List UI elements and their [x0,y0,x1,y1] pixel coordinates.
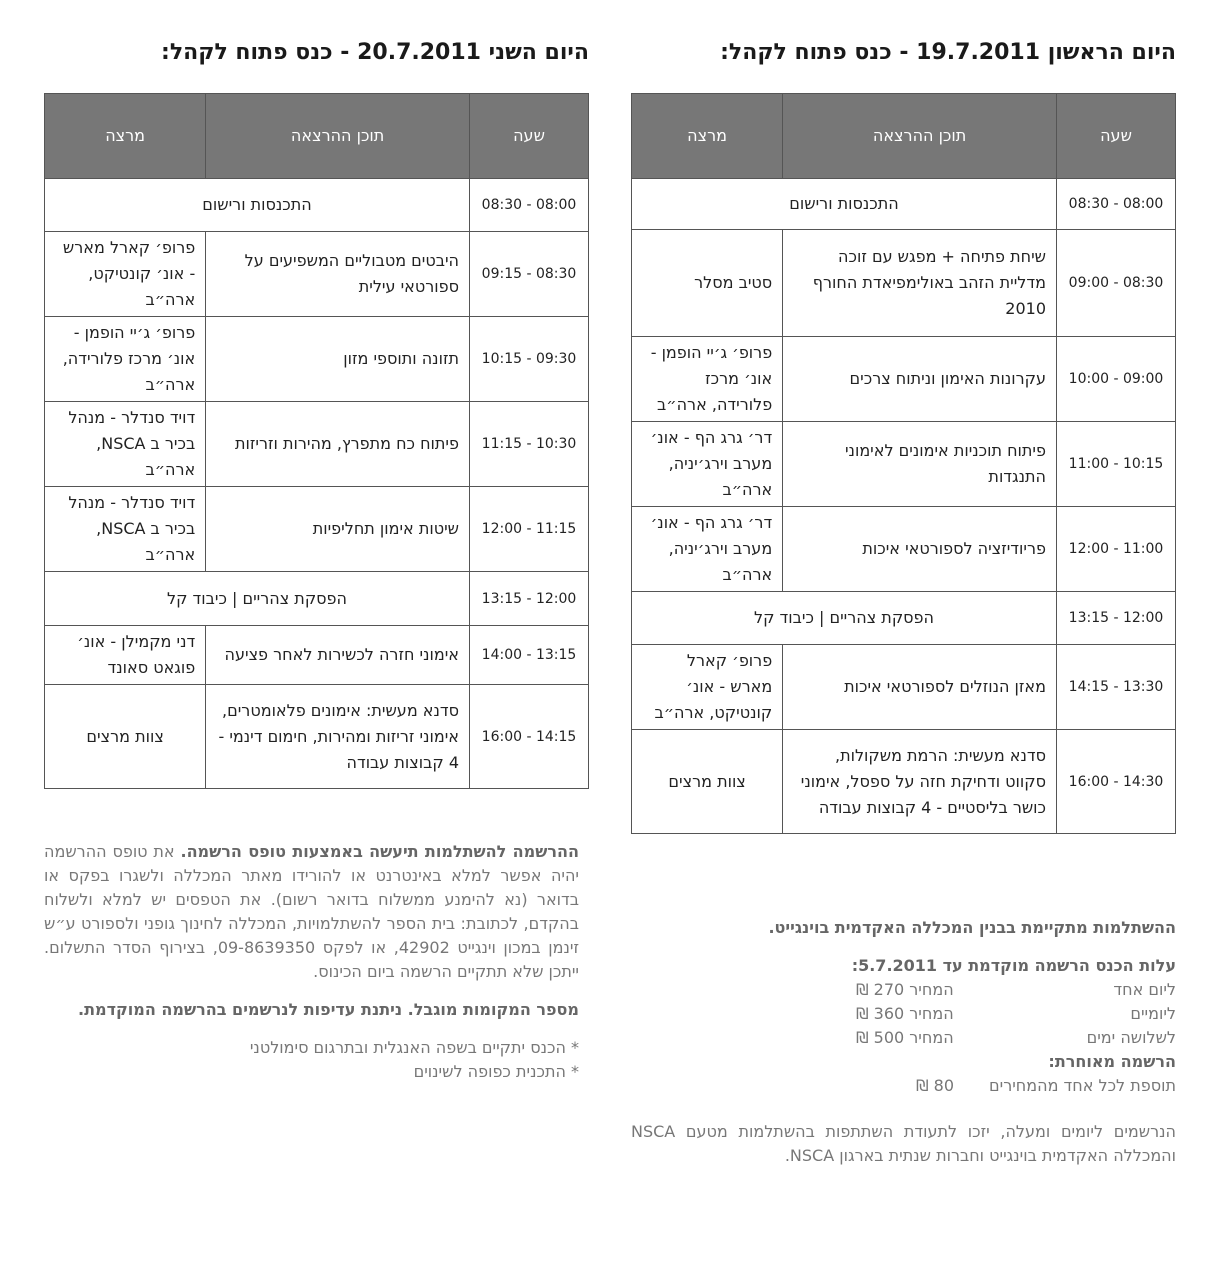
row-speaker: דויד סנדלר - מנהל בכיר ב NSCA, ארה״ב [45,487,206,572]
table-row [632,592,1176,645]
row-time: 13:30 - 14:15 [1057,645,1176,730]
table-row [632,230,1176,337]
day1-section [631,38,1176,834]
row-speaker: דויד סנדלר - מנהל בכיר ב NSCA, ארה״ב [45,402,206,487]
header-speaker: מרצה [45,94,206,179]
row-topic: עקרונות האימון וניתוח צרכים [783,337,1057,422]
row-topic: שיחת פתיחה + מפגש עם זוכה מדליית הזהב באולימפיאדת החורף 2010 [783,230,1057,337]
row-topic: מאזן הנוזלים לספורטאי איכות [783,645,1057,730]
row-speaker: פרופ׳ ג׳יי הופמן - אונ׳ מרכז פלורידה, ארה״ב [45,317,206,402]
late-price-label: תוספת לכל אחד מהמחירים [989,1076,1176,1095]
price-value: המחיר 500 ₪ [856,1028,954,1047]
table-row [45,402,589,487]
price-label: ליומיים [1130,1004,1176,1023]
table-row [632,422,1176,507]
day1-schedule-table [631,93,1176,834]
table-row [45,572,589,626]
table-row [632,645,1176,730]
costs-section [631,916,1176,1168]
price-row [856,1002,1176,1026]
row-speaker: סטיב מסלר [632,230,783,337]
table-row [45,232,589,317]
row-time: 11:00 - 12:00 [1057,507,1176,592]
day2-section [44,38,589,789]
row-time: 10:30 - 11:15 [470,402,589,487]
table-row [45,487,589,572]
table-header-row [632,94,1176,179]
day1-title: היום הראשון 19.7.2011 - כנס פתוח לקהל: [720,40,1176,65]
row-time: 11:15 - 12:00 [470,487,589,572]
price-row [856,1026,1176,1050]
row-time: 12:00 - 13:15 [1057,592,1176,645]
language-note: * הכנס יתקיים בשפה האנגלית ובתרגום סימולטני [249,1038,579,1057]
price-value: המחיר 270 ₪ [856,980,954,999]
late-registration-title: הרשמה מאוחרת: [1048,1052,1176,1071]
row-topic: אימוני חזרה לכשירות לאחר פציעה [206,626,470,685]
day2-schedule-table [44,93,589,789]
table-row [632,730,1176,834]
row-topic: פריודיזציה לספורטאי איכות [783,507,1057,592]
table-row [632,337,1176,422]
row-speaker: צוות מרצים [632,730,783,834]
row-time: 08:30 - 09:15 [470,232,589,317]
row-speaker: דר׳ גרג הף - אונ׳ מערב וירג׳יניה, ארה״ב [632,422,783,507]
location-note: ההשתלמות מתקיימת בבנין המכללה האקדמית בוינגייט. [768,918,1176,937]
row-topic: פיתוח כח מתפרץ, מהירות וזריזות [206,402,470,487]
row-topic: פיתוח תוכניות אימונים לאימוני התנגדות [783,422,1057,507]
row-time: 08:30 - 09:00 [1057,230,1176,337]
row-speaker: פרופ׳ קארל מארש - אונ׳ קונטיקט, ארה״ב [45,232,206,317]
table-row [45,626,589,685]
row-time: 14:30 - 16:00 [1057,730,1176,834]
row-speaker: דר׳ גרג הף - אונ׳ מערב וירג׳יניה, ארה״ב [632,507,783,592]
header-time: שעה [1057,94,1176,179]
header-time: שעה [470,94,589,179]
early-registration-title: עלות הכנס הרשמה מוקדמת עד 5.7.2011: [851,956,1176,975]
registration-bold-intro: ההרשמה להשתלמות תיעשה באמצעות טופס הרשמה. [180,842,580,861]
row-time: 08:00 - 08:30 [470,179,589,232]
header-speaker: מרצה [632,94,783,179]
day2-title: היום השני 20.7.2011 - כנס פתוח לקהל: [161,40,589,65]
row-span-text: התכנסות ורישום [45,179,470,232]
row-topic: סדנא מעשית: הרמת משקולות, סקווט ודחיקת חזה על ספסל, אימוני כושר בליסטיים - 4 קבוצות עבודה [783,730,1057,834]
registration-notes [44,840,579,1084]
late-price-row [916,1074,1176,1098]
row-speaker: פרופ׳ ג׳יי הופמן - אונ׳ מרכז פלורידה, ארה״ב [632,337,783,422]
row-speaker: צוות מרצים [45,685,206,789]
late-price-value: 80 ₪ [916,1076,954,1095]
table-row [45,685,589,789]
table-row [45,317,589,402]
price-value: המחיר 360 ₪ [856,1004,954,1023]
row-time: 10:15 - 11:00 [1057,422,1176,507]
registration-body: את טופס ההרשמה יהיה אפשר למלא באינטרנט או להורידו מאתר המכללה ולשגרו בפקס או בדואר (נא להימנע ממשלוח בדואר רשום). את הטפסים יש למלא ולשלוח בהקדם, לכתובת: בית הספר להשתלמויות, המכללה לחינוך גופני ולספורט ע״ש זינמן במכון וינגייט 42902, או לפקס 09-8639350, בצירוף הסדר התשלום. ייתכן שלא תתקיים הרשמה ביום הכינוס. [44,842,580,981]
header-topic: תוכן ההרצאה [783,94,1057,179]
row-speaker: פרופ׳ קארל מארש - אונ׳ קונטיקט, ארה״ב [632,645,783,730]
row-span-text: הפסקת צהריים | כיבוד קל [45,572,470,626]
header-topic: תוכן ההרצאה [206,94,470,179]
row-topic: שיטות אימון תחליפיות [206,487,470,572]
table-row [45,179,589,232]
row-time: 09:30 - 10:15 [470,317,589,402]
row-span-text: הפסקת צהריים | כיבוד קל [632,592,1057,645]
row-topic: היבטים מטבוליים המשפיעים על ספורטאי עילית [206,232,470,317]
row-time: 14:15 - 16:00 [470,685,589,789]
row-speaker: דני מקמילן - אונ׳ פוגאט סאונד [45,626,206,685]
table-header-row [45,94,589,179]
price-label: לשלושה ימים [1086,1028,1176,1047]
table-row [632,179,1176,230]
price-row [856,978,1176,1002]
table-row [632,507,1176,592]
row-time: 13:15 - 14:00 [470,626,589,685]
row-topic: תזונה ותוספי מזון [206,317,470,402]
price-label: ליום אחד [1113,980,1176,999]
registration-paragraph [44,840,579,984]
row-time: 12:00 - 13:15 [470,572,589,626]
row-time: 09:00 - 10:00 [1057,337,1176,422]
certificate-note: הנרשמים ליומים ומעלה, יזכו לתעודת השתתפות בהשתלמות מטעם NSCA והמכללה האקדמית בוינגייט וחברות שנתית בארגון NSCA. [631,1122,1176,1165]
row-topic: סדנא מעשית: אימונים פלאומטרים, אימוני זריזות ומהירות, חימום דינמי - 4 קבוצות עבודה [206,685,470,789]
changes-note: * התכנית כפופה לשינוים [413,1062,579,1081]
row-time: 08:00 - 08:30 [1057,179,1176,230]
limited-seats-note: מספר המקומות מוגבל. ניתנת עדיפות לנרשמים בהרשמה המוקדמת. [77,1000,579,1019]
row-span-text: התכנסות ורישום [632,179,1057,230]
